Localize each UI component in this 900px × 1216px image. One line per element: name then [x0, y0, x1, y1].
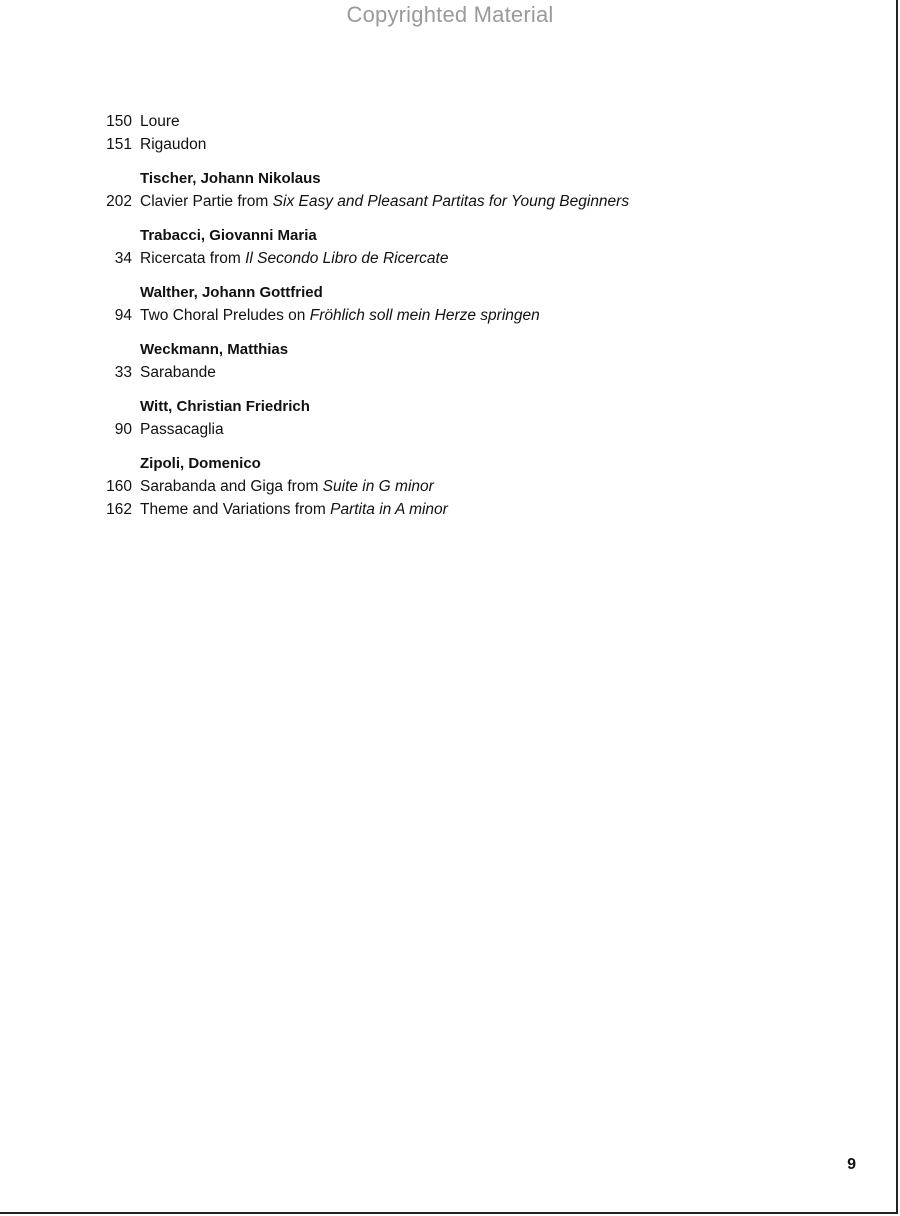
- composer-group: [96, 452, 796, 521]
- entry-title-text: Sarabanda and Giga from: [140, 478, 323, 495]
- entry-page-number: 150: [106, 113, 132, 130]
- page-number: 9: [847, 1156, 856, 1173]
- composer-group: [96, 395, 796, 441]
- toc-entry: [96, 190, 796, 213]
- entry-work-title: Fröhlich soll mein Herze springen: [309, 307, 540, 324]
- composer-name: Weckmann, Matthias: [140, 341, 289, 358]
- entry-title: [132, 133, 206, 156]
- composer-group: [96, 338, 796, 384]
- entry-page-number: 160: [106, 478, 132, 495]
- entry-work-title: Six Easy and Pleasant Partitas for Young Beginners: [272, 193, 630, 210]
- entry-page-number: 162: [106, 501, 132, 518]
- composer-name: Zipoli, Domenico: [140, 455, 261, 472]
- composer-name: Trabacci, Giovanni Maria: [140, 227, 317, 244]
- toc-entry: [96, 304, 796, 327]
- entry-page-number: 33: [114, 364, 132, 381]
- entry-title: [132, 110, 180, 133]
- toc-entry: [96, 475, 796, 498]
- entry-page-number: 151: [106, 136, 132, 153]
- toc-entry: [96, 110, 796, 133]
- toc-entry: [96, 418, 796, 441]
- composer-name: Walther, Johann Gottfried: [140, 284, 323, 301]
- toc-entry: [96, 498, 796, 521]
- entry-title-text: Two Choral Preludes on: [140, 307, 310, 324]
- entry-page-number: 34: [114, 250, 132, 267]
- entry-work-title: Il Secondo Libro de Ricercate: [245, 250, 449, 267]
- composer-name: Tischer, Johann Nikolaus: [140, 170, 321, 187]
- entry-title-text: Passacaglia: [140, 421, 224, 438]
- copyright-watermark: Copyrighted Material: [346, 2, 554, 27]
- composer-name: Witt, Christian Friedrich: [140, 398, 310, 415]
- entry-title: [132, 361, 216, 384]
- entry-title: [132, 475, 434, 498]
- composer-group: [96, 224, 796, 270]
- entry-title: [132, 247, 448, 270]
- toc-entry: [96, 361, 796, 384]
- entry-title-text: Loure: [140, 113, 180, 130]
- composer-group: [96, 110, 796, 156]
- composer-group: [96, 281, 796, 327]
- entry-title-text: Rigaudon: [140, 136, 207, 153]
- entry-work-title: Suite in G minor: [322, 478, 434, 495]
- entry-page-number: 94: [114, 307, 132, 324]
- composer-group: [96, 167, 796, 213]
- entry-title: [132, 498, 448, 521]
- entry-page-number: 202: [106, 193, 132, 210]
- entry-title-text: Ricercata from: [140, 250, 246, 267]
- entry-page-number: 90: [114, 421, 132, 438]
- entry-title: [132, 304, 540, 327]
- entry-title-text: Clavier Partie from: [140, 193, 273, 210]
- entry-title: [132, 418, 224, 441]
- entry-work-title: Partita in A minor: [330, 501, 448, 518]
- toc-entry: [96, 247, 796, 270]
- entry-title-text: Theme and Variations from: [140, 501, 331, 518]
- entry-title: [132, 190, 629, 213]
- toc-entry: [96, 133, 796, 156]
- entry-title-text: Sarabande: [140, 364, 216, 381]
- table-of-contents: [96, 110, 796, 532]
